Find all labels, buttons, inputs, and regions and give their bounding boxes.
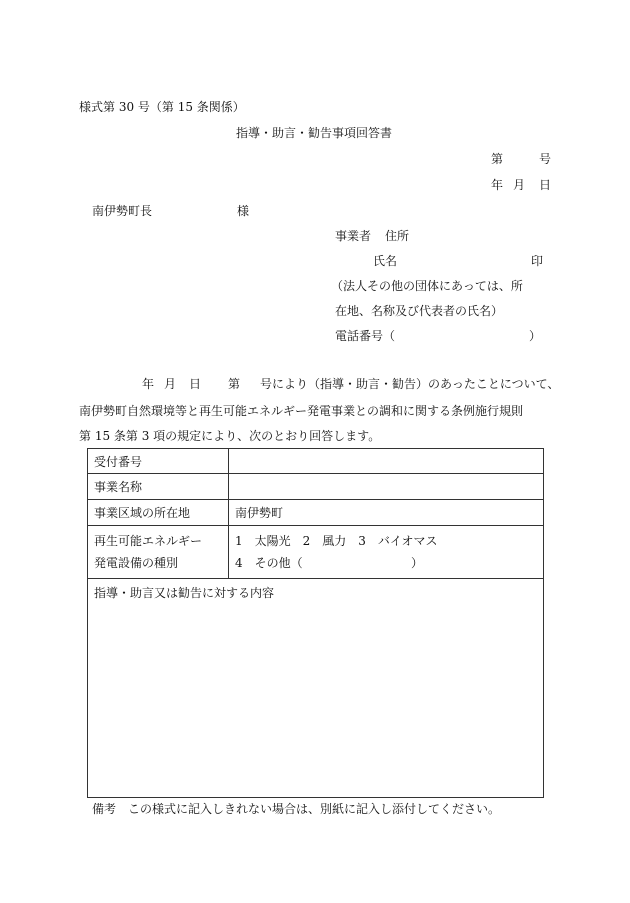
- response-content-label: 指導・助言又は勧告に対する内容: [94, 586, 275, 600]
- response-content-field[interactable]: [88, 579, 544, 798]
- project-location-field[interactable]: 南伊勢町: [229, 500, 544, 526]
- date-month-label: 月: [513, 178, 526, 192]
- body-line1: 号により（指導・助言・勧告）のあったことについて、: [260, 377, 560, 391]
- body-dai: 第: [228, 377, 241, 391]
- phone-label: 電話番号（: [335, 329, 396, 343]
- facility-type-options[interactable]: [229, 526, 544, 579]
- phone-close: ）: [529, 329, 542, 343]
- number-go-label: 号: [539, 152, 552, 166]
- facility-options-close: ）: [411, 556, 424, 570]
- document-title: 指導・助言・勧告事項回答書: [236, 126, 393, 140]
- address-label: 住所: [385, 229, 410, 243]
- name-label: 氏名: [373, 254, 398, 268]
- remarks-label: 備考: [92, 802, 117, 816]
- table-row: [88, 579, 544, 798]
- body-line3: 第 15 条第 3 項の規定により、次のとおり回答します。: [79, 429, 381, 443]
- facility-type-label-line2: 発電設備の種別: [94, 556, 179, 570]
- applicant-label: 事業者: [335, 229, 372, 243]
- project-name-label: 事業名称: [88, 474, 229, 500]
- facility-type-label: [88, 526, 229, 579]
- body-day: 日: [189, 377, 202, 391]
- number-dai-label: 第: [491, 152, 504, 166]
- table-row: [88, 474, 544, 500]
- project-location-label: 事業区域の所在地: [88, 500, 229, 526]
- table-row: [88, 449, 544, 474]
- response-form-table: [87, 448, 544, 798]
- date-day-label: 日: [539, 178, 552, 192]
- body-year: 年: [142, 377, 155, 391]
- reception-number-field[interactable]: [229, 449, 544, 474]
- reception-number-label: 受付番号: [88, 449, 229, 474]
- addressee-name: 南伊勢町長: [92, 204, 153, 218]
- table-row: [88, 500, 544, 526]
- facility-type-label-line1: 再生可能エネルギー: [94, 534, 203, 548]
- applicant-note-line1: （法人その他の団体にあっては、所: [331, 279, 523, 293]
- body-month: 月: [164, 377, 177, 391]
- facility-options-line1: 1 太陽光 2 風力 3 バイオマス: [235, 534, 438, 548]
- facility-options-line2-row: [235, 552, 537, 574]
- date-year-label: 年: [491, 178, 504, 192]
- applicant-note-line2: 在地、名称及び代表者の氏名）: [335, 304, 504, 318]
- seal-mark: 印: [531, 254, 544, 268]
- facility-options-line2: 4 その他（: [235, 556, 303, 570]
- table-row: [88, 526, 544, 579]
- addressee-honorific: 様: [237, 204, 250, 218]
- project-name-field[interactable]: [229, 474, 544, 500]
- remarks-text: この様式に記入しきれない場合は、別紙に記入し添付してください。: [128, 802, 501, 816]
- body-line2: 南伊勢町自然環境等と再生可能エネルギー発電事業との調和に関する条例施行規則: [79, 404, 524, 418]
- form-number: 様式第 30 号（第 15 条関係）: [79, 100, 245, 114]
